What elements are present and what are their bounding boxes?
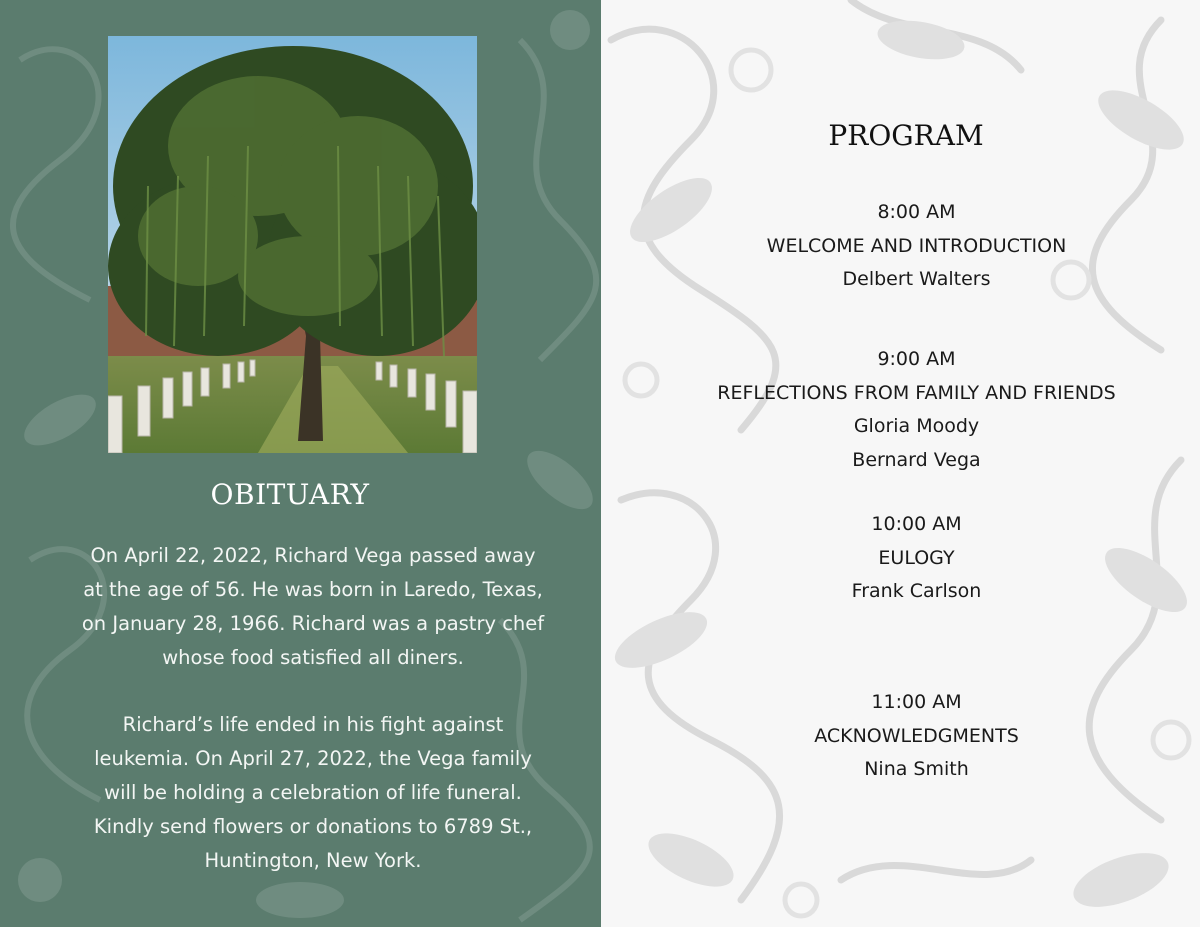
program-item bbox=[601, 508, 1200, 609]
program-speaker: Gloria Moody bbox=[853, 415, 980, 437]
program-event: EULOGY bbox=[878, 546, 955, 569]
program-title: PROGRAM bbox=[828, 119, 984, 152]
program-item bbox=[601, 196, 1200, 297]
obituary-title: OBITUARY bbox=[210, 478, 370, 511]
program-panel bbox=[601, 0, 1200, 927]
obituary-paragraph-2: Richard’s life ended in his fight against leukemia. On April 27, 2022, the Vega family will be holding a celebration of life funeral. Kindly send flowers or donations to 6789 St., Huntington, New York. bbox=[93, 713, 533, 872]
program-event: REFLECTIONS FROM FAMILY AND FRIENDS bbox=[717, 381, 1116, 404]
program-item bbox=[601, 686, 1200, 787]
memorial-photo bbox=[108, 36, 477, 453]
program-speaker: Frank Carlson bbox=[851, 580, 982, 602]
program-time: 10:00 AM bbox=[871, 513, 962, 535]
weeping-willow-tree-icon bbox=[108, 36, 477, 453]
program-event: ACKNOWLEDGMENTS bbox=[814, 724, 1019, 747]
program-time: 11:00 AM bbox=[871, 691, 962, 713]
program-time: 9:00 AM bbox=[877, 348, 956, 370]
obituary-paragraph-1: On April 22, 2022, Richard Vega passed away at the age of 56. He was born in Laredo, Texas, on January 28, 1966. Richard was a pastry chef whose food satisfied all diners. bbox=[81, 544, 545, 669]
program-time: 8:00 AM bbox=[877, 201, 956, 223]
program-speaker: Delbert Walters bbox=[842, 268, 991, 290]
program-speaker: Nina Smith bbox=[864, 758, 969, 780]
program-event: WELCOME AND INTRODUCTION bbox=[766, 234, 1067, 257]
program-item bbox=[601, 343, 1200, 477]
program-speaker: Bernard Vega bbox=[852, 448, 981, 471]
